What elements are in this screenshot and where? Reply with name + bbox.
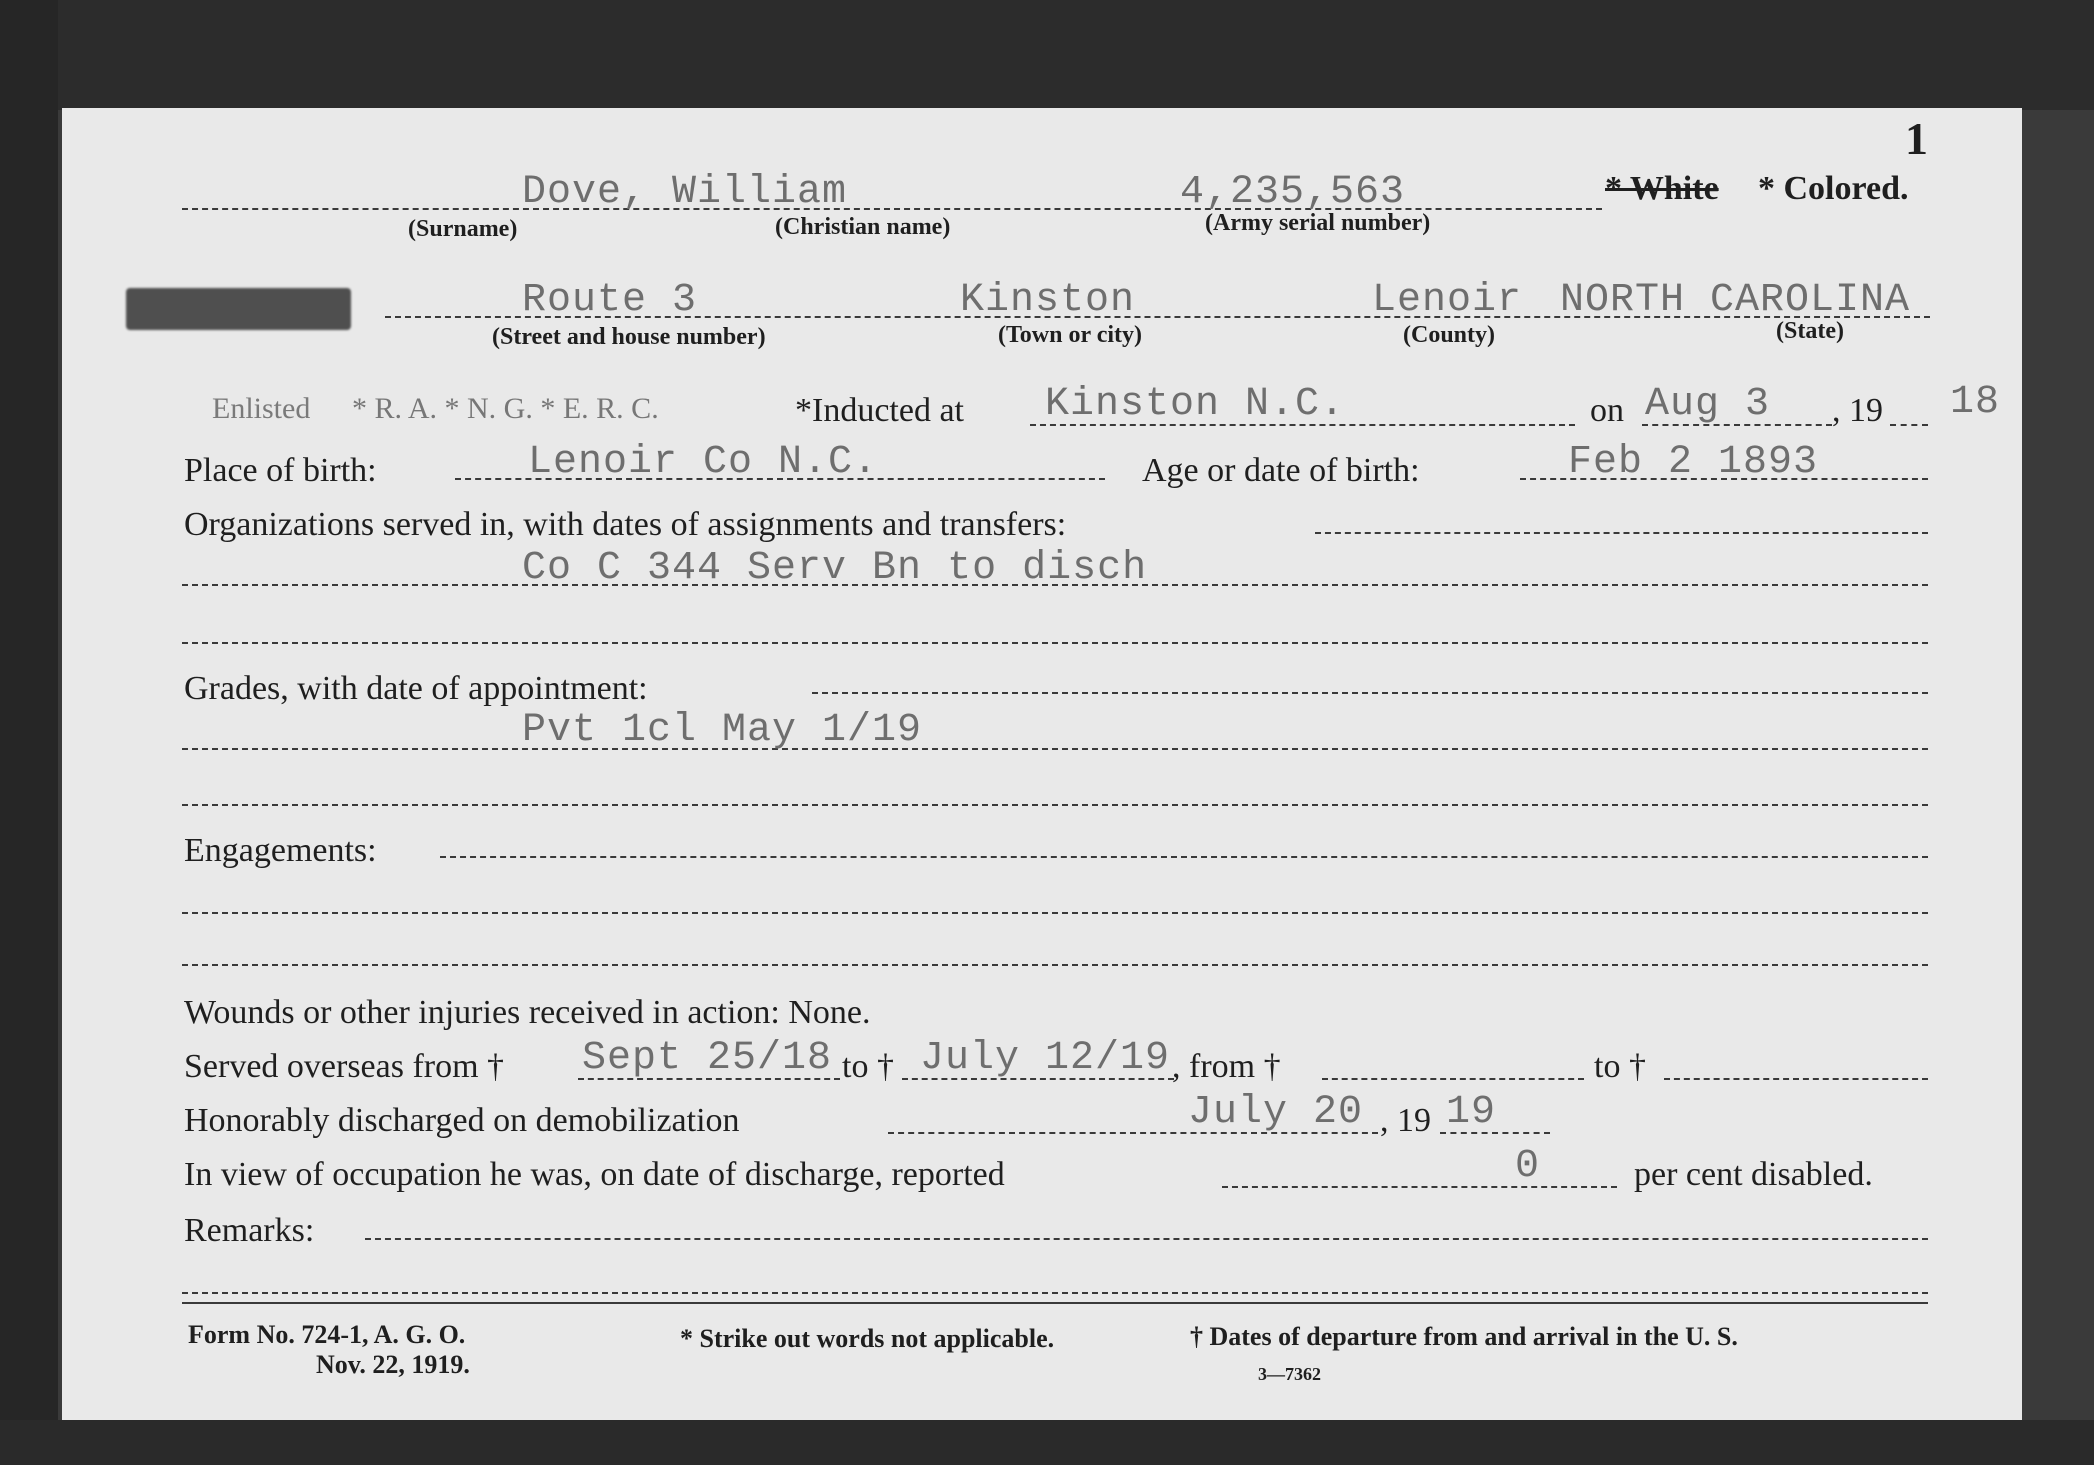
caption-county: (County) xyxy=(1403,322,1496,348)
rule-grades-1 xyxy=(812,692,1928,694)
discharge-date: July 20 xyxy=(1188,1090,1364,1135)
surname-christian-name: Dove, William xyxy=(522,170,848,215)
residence-town: Kinston xyxy=(960,278,1136,323)
overseas-to-date: July 12/19 xyxy=(920,1036,1171,1081)
age-label: Age or date of birth: xyxy=(1142,452,1420,489)
rule-remarks-1 xyxy=(365,1238,1928,1240)
caption-serial: (Army serial number) xyxy=(1205,210,1431,236)
organizations-value: Co C 344 Serv Bn to disch xyxy=(522,546,1148,591)
rule-remarks-2 xyxy=(182,1292,1928,1294)
remarks-label: Remarks: xyxy=(184,1212,315,1249)
form-date: Nov. 22, 1919. xyxy=(316,1350,470,1379)
induction-date: Aug 3 xyxy=(1645,382,1771,427)
rule-grades-3 xyxy=(182,804,1928,806)
scan-border-left xyxy=(0,0,58,1465)
residence-street: Route 3 xyxy=(522,278,698,323)
rule-organizations-3 xyxy=(182,642,1928,644)
disability-suffix: per cent disabled. xyxy=(1634,1156,1873,1193)
discharge-year: 19 xyxy=(1446,1090,1497,1135)
inducted-label: *Inducted at xyxy=(795,392,964,429)
grades-value: Pvt 1cl May 1/19 xyxy=(522,708,923,753)
overseas-from-date: Sept 25/18 xyxy=(582,1036,833,1081)
scan-border-bottom xyxy=(0,1420,2094,1465)
caption-state: (State) xyxy=(1776,318,1844,344)
rule-disability xyxy=(1222,1186,1617,1188)
discharge-label: Honorably discharged on demobilization xyxy=(184,1102,740,1139)
overseas-to2-label: to † xyxy=(1594,1048,1646,1085)
ra-ng-erc-text: * R. A. * N. G. * E. R. C. xyxy=(352,392,659,425)
card-number: 1 xyxy=(1905,113,1928,164)
discharge-year-prefix: , 19 xyxy=(1380,1102,1431,1139)
rule-induction-year xyxy=(1890,424,1928,426)
engagements-label: Engagements: xyxy=(184,832,377,869)
residence-state: NORTH CAROLINA xyxy=(1560,278,1911,323)
race-colored: * Colored. xyxy=(1758,170,1909,207)
grades-label: Grades, with date of appointment: xyxy=(184,670,648,707)
dates-note: † Dates of departure from and arrival in the U. S. xyxy=(1190,1322,1738,1351)
organizations-label: Organizations served in, with dates of assignments and transfers: xyxy=(184,506,1067,543)
form-code: 3—7362 xyxy=(1258,1364,1321,1384)
inducted-place: Kinston N.C. xyxy=(1045,382,1346,427)
rule-overseas-from2 xyxy=(1322,1078,1584,1080)
place-of-birth-label: Place of birth: xyxy=(184,452,377,489)
birth-date: Feb 2 1893 xyxy=(1568,440,1819,485)
race-white: * White xyxy=(1605,170,1719,207)
rule-engagements-2 xyxy=(182,912,1928,914)
induction-year: 18 xyxy=(1950,380,2001,425)
place-of-birth: Lenoir Co N.C. xyxy=(528,440,879,485)
disability-value: 0 xyxy=(1515,1144,1541,1189)
caption-surname: (Surname) xyxy=(408,216,518,242)
disability-label: In view of occupation he was, on date of discharge, reported xyxy=(184,1156,1005,1193)
rule-organizations-1 xyxy=(1315,532,1928,534)
rule-overseas-to2 xyxy=(1664,1078,1928,1080)
footer-divider xyxy=(182,1302,1928,1304)
strike-note: * Strike out words not applicable. xyxy=(680,1324,1055,1353)
overseas-to-label: to † xyxy=(842,1048,894,1085)
wounds-label: Wounds or other injuries received in action: None. xyxy=(184,994,871,1031)
form-number: Form No. 724-1, A. G. O. xyxy=(188,1320,466,1349)
induction-year-prefix: , 19 xyxy=(1832,392,1883,429)
overseas-from2-label: , from † xyxy=(1172,1048,1281,1085)
on-label: on xyxy=(1590,392,1624,429)
residence-county: Lenoir xyxy=(1372,278,1523,323)
rule-engagements-3 xyxy=(182,964,1928,966)
caption-christian-name: (Christian name) xyxy=(775,214,951,240)
caption-street: (Street and house number) xyxy=(492,324,766,350)
enlisted-text: Enlisted xyxy=(212,392,311,425)
army-serial-number: 4,235,563 xyxy=(1180,170,1406,215)
rule-engagements-1 xyxy=(440,856,1928,858)
overseas-label: Served overseas from † xyxy=(184,1048,505,1085)
rule-grades-2 xyxy=(182,748,1928,750)
caption-town: (Town or city) xyxy=(998,322,1142,348)
redaction-mark xyxy=(126,288,351,330)
scan-border-top xyxy=(0,0,2094,110)
